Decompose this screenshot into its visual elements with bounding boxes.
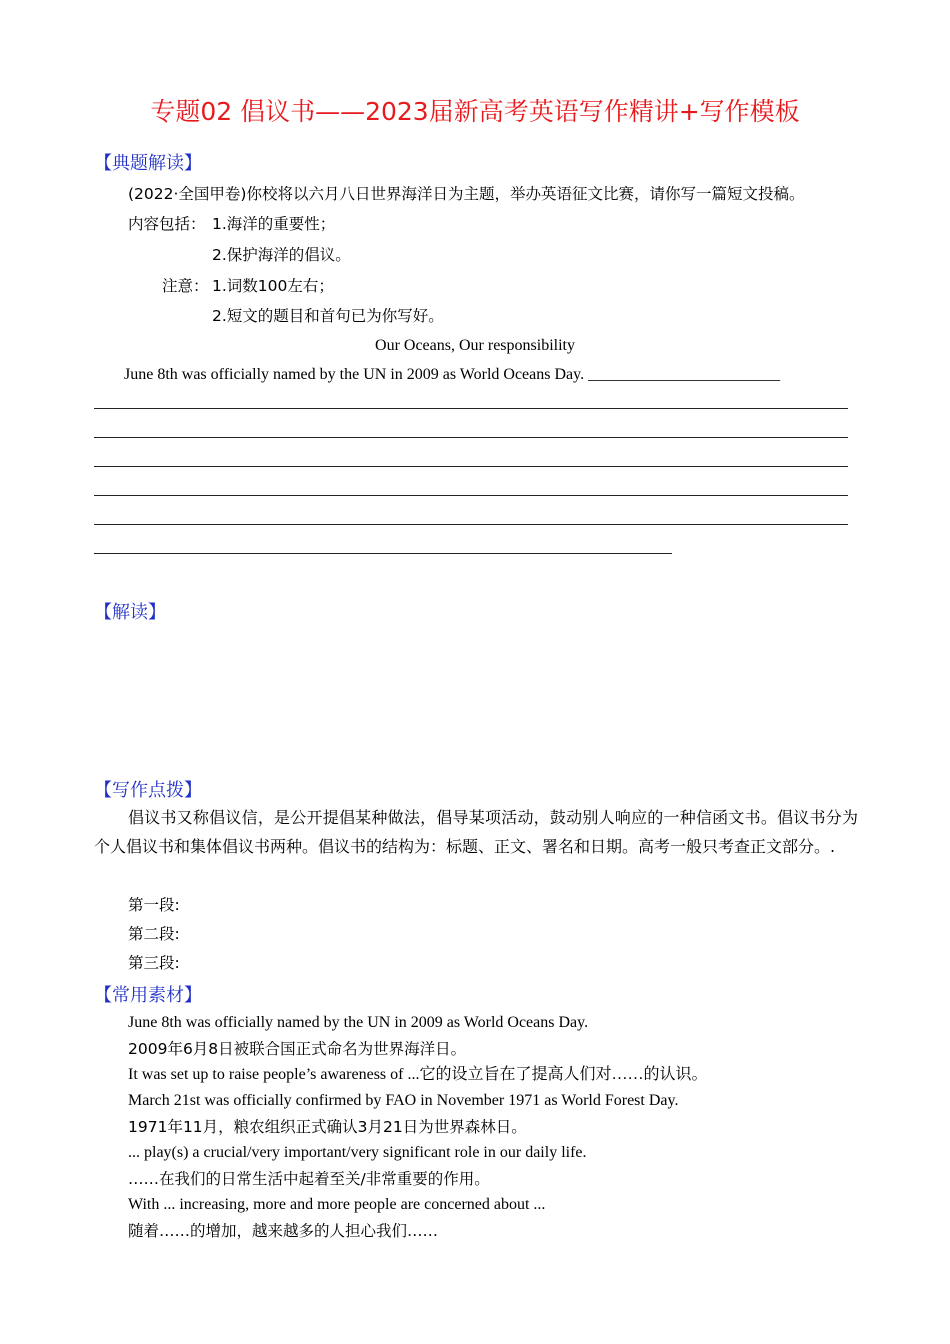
section-heading-interpretation: 【解读】	[94, 602, 166, 623]
essay-first-line: June 8th was officially named by the UN in 2009 as World Oceans Day. ________________________	[124, 366, 781, 383]
section-heading-common-materials: 【常用素材】	[94, 985, 202, 1006]
paragraph-2-label: 第二段:	[128, 925, 180, 943]
document-title: 专题02 倡议书——2023届新高考英语写作精讲+写作模板	[150, 97, 800, 126]
answer-blank-line	[94, 437, 848, 438]
material-line: June 8th was officially named by the UN in 2009 as World Oceans Day.	[128, 1014, 589, 1031]
paragraph-3-label: 第三段:	[128, 954, 180, 972]
note-item-2: 2.短文的题目和首句已为你写好。	[212, 307, 444, 325]
answer-blank-line	[94, 466, 848, 467]
material-line: 2009年6月8日被联合国正式命名为世界海洋日。	[128, 1040, 467, 1058]
note-label: 注意：	[162, 277, 209, 295]
material-line: ……在我们的日常生活中起着至关/非常重要的作用。	[128, 1170, 490, 1188]
content-label: 内容包括：	[128, 215, 206, 233]
content-item-2: 2.保护海洋的倡议。	[212, 246, 351, 264]
material-line: ... play(s) a crucial/very important/very significant role in our daily life.	[128, 1144, 587, 1161]
section-heading-typical-question: 【典题解读】	[94, 153, 202, 174]
answer-blank-line	[94, 524, 848, 525]
material-line: March 21st was officially confirmed by FAO in November 1971 as World Forest Day.	[128, 1092, 679, 1109]
note-item-1: 1.词数100左右；	[212, 277, 334, 295]
material-line: With ... increasing, more and more people are concerned about ...	[128, 1196, 546, 1213]
answer-blank-line	[94, 408, 848, 409]
section-heading-writing-tips: 【写作点拨】	[94, 780, 202, 801]
answer-blank-line	[94, 495, 848, 496]
content-item-1: 1.海洋的重要性；	[212, 215, 336, 233]
paragraph-1-label: 第一段:	[128, 896, 180, 914]
question-prompt: (2022·全国甲卷)你校将以六月八日世界海洋日为主题，举办英语征文比赛，请你写一篇短文投稿。	[128, 185, 805, 203]
material-line: 1971年11月，粮农组织正式确认3月21日为世界森林日。	[128, 1118, 527, 1136]
essay-title: Our Oceans, Our responsibility	[375, 337, 575, 354]
writing-tips-paragraph: 倡议书又称倡议信，是公开提倡某种做法，倡导某项活动，鼓动别人响应的一种信函文书。倡议书分为个人倡议书和集体倡议书两种。倡议书的结构为：标题、正文、署名和日期。高考一般只考查正文部分。.	[94, 808, 858, 856]
material-line: It was set up to raise people’s awareness of ...它的设立旨在了提高人们对……的认识。	[128, 1066, 708, 1083]
material-line: 随着……的增加，越来越多的人担心我们……	[128, 1222, 439, 1240]
answer-blank-line	[94, 553, 672, 554]
